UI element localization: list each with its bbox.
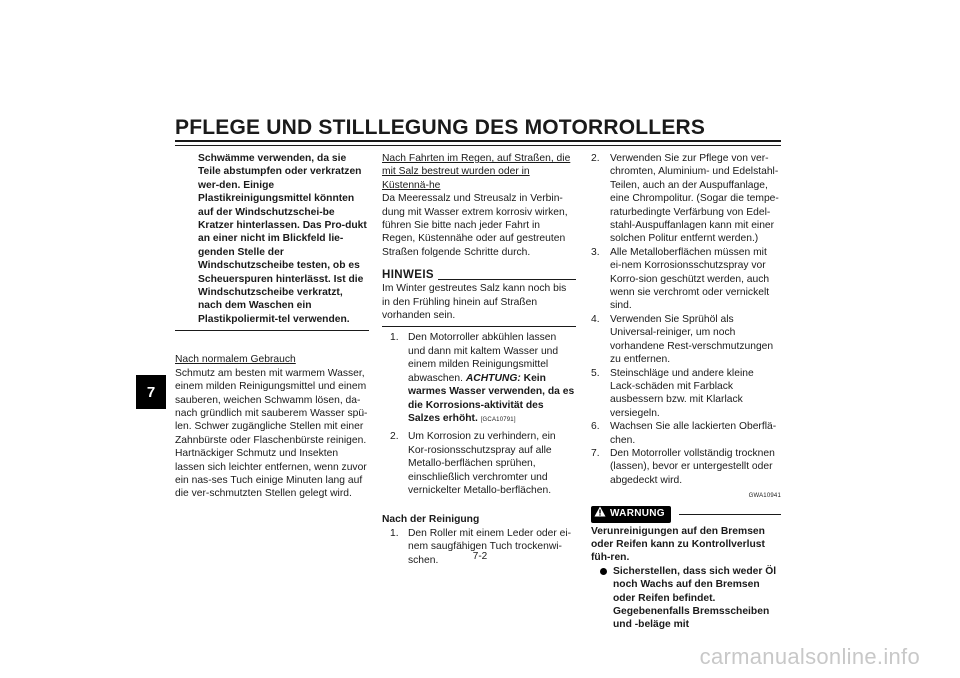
notice-label: HINWEIS [382,269,434,282]
list-item [382,331,576,427]
notice-end-rule [382,326,576,327]
warning-bullet-text: Sicherstellen, dass sich weder Öl noch Wachs auf den Bremsen oder Reifen befindet. Gegebenenfalls Bremsscheiben und -beläge mit [613,565,777,631]
bullet-icon [600,568,607,575]
step-text: Den Roller mit einem Leder oder ei-nem saugfähigen Tuch trockenwi-schen. [408,527,572,566]
column-left [175,152,369,501]
caution-end-rule [175,330,369,331]
step-text: Verwenden Sie zur Pflege von ver-chromten, Aluminium- und Edelstahl-Teilen, auch an der Auspuffanlage, eine Chrompolitur. (Sogar die tempe-raturbedingte Verfärbung von Edel-stahl-Auspuffanlagen kann mit einer solchen Politur entfernt werden.) [610,153,779,245]
notice-text: Im Winter gestreutes Salz kann noch bis in den Frühling hinein auf Straßen vorhanden sein. [382,283,567,322]
list-item [591,313,781,367]
warning-triangle-icon [594,506,606,521]
step-text: Wachsen Sie alle lackierten Oberflä-chen. [610,421,777,446]
chapter-tab: 7 [136,375,166,409]
step-text: Verwenden Sie Sprühöl als Universal-reiniger, um noch vorhandene Rest-verschmutzungen zu entfernen. [610,313,774,366]
care-steps [591,152,781,487]
cleaning-steps [382,331,576,497]
page-number: 7-2 [472,551,488,562]
body-normal-use: Schmutz am besten mit warmem Wasser, einem milden Reinigungsmittel und einem sauberen, weichen Schwamm lösen, da-nach gründlich mit sauberem Wasser spü-len. Schwer zugängliche Stellen mit einer Zahnbürste oder Flaschenbürste reinigen. Hartnäckiger Schmutz und Insekten lassen sich leichter entfernen, wenn zuvor ein nas-ses Tuch einige Minuten lang auf die ver-schmutzten Stellen gelegt wird. [175,367,368,500]
step-number: 5. [591,367,600,379]
step-text: Steinschläge und andere kleine Lack-schäden mit Farblack ausbessern bzw. mit Klarlack versiegeln. [610,367,754,419]
subheading-rain-salt: Nach Fahrten im Regen, auf Straßen, die mit Salz bestreut wurden oder in Küstennä-he [382,153,571,191]
list-item [591,367,781,421]
list-item [591,152,781,246]
intro-text: Da Meeressalz und Streusalz in Verbin-dung mit Wasser extrem korrosiv wirken, führen Sie bitte nach jeder Fahrt in Regen, Küstennähe oder auf gestreuten Straßen folgende Schritte durch. [382,193,568,258]
step-number: 6. [591,421,600,433]
step-text: Alle Metalloberflächen müssen mit ei-nem Korrosionsschutzspray vor Korro-sion geschützt werden, auch wenn sie verchromt oder vernickelt sind. [610,246,770,312]
warning-text: Verunreinigungen auf den Bremsen oder Reifen kann zu Kontrollverlust füh-ren. [591,525,765,564]
list-item [382,430,576,497]
caution-continued-text: Schwämme verwenden, da sie Teile abstumpfen oder verkratzen wer-den. Einige Plastikreinigungsmittel könnten auf der Windschutzschei-be Kratzer hinterlassen. Das Pro-dukt an einer nicht im Blickfeld lie-genden Stelle der Windschutzscheibe testen, ob es Scheuerspuren hinterlässt. Ist die Windschutzscheibe verkratzt, nach dem Waschen ein Plastikpoliermit-tel verwenden. [198,153,367,325]
column-right [591,152,781,632]
watermark: carmanualsonline.info [699,644,920,669]
step-number: 4. [591,313,600,325]
caution-label: ACHTUNG: [465,372,521,384]
column-middle [382,152,576,567]
step-number: 3. [591,246,600,258]
list-item [591,420,781,447]
reference-code: [GCA10791] [480,416,516,423]
step-number: 1. [390,332,399,344]
step-text: Den Motorroller vollständig trocknen (lassen), bevor er untergestellt oder abgedeckt wird. [610,447,775,486]
notice-header [382,269,576,282]
list-item [591,447,781,487]
title-rule-thin [175,145,781,146]
caution-text: Kein warmes Wasser verwenden, da es die Korrosions-aktivität des Salzes erhöht. [408,372,575,424]
title-rule [175,140,781,142]
page-title: PFLEGE UND STILLLEGUNG DES MOTORROLLERS [175,116,706,139]
warning-badge [591,506,671,523]
warning-header [591,506,781,523]
warning-code: GWA10941 [748,493,781,500]
step-number: 1. [390,527,399,539]
step-number: 2. [390,431,399,443]
step-number: 2. [591,153,600,164]
list-item [591,565,781,632]
subheading-normal-use: Nach normalem Gebrauch [175,354,296,366]
notice-rule [438,279,576,280]
warning-label: WARNUNG [610,508,665,520]
after-cleaning-heading: Nach der Reinigung [382,514,480,526]
step-text: Den Motorroller abkühlen lassen und dann mit kaltem Wasser und einem milden Reinigungsmittel abwaschen. [408,332,559,384]
step-text: Um Korrosion zu verhindern, ein Kor-rosionsschutzspray auf alle Metallo-berflächen sprühen, einschließlich verchromter und vernickelter Metallo-berflächen. [408,431,556,496]
step-number: 7. [591,447,600,459]
list-item [591,246,781,313]
warning-rule [679,514,781,515]
